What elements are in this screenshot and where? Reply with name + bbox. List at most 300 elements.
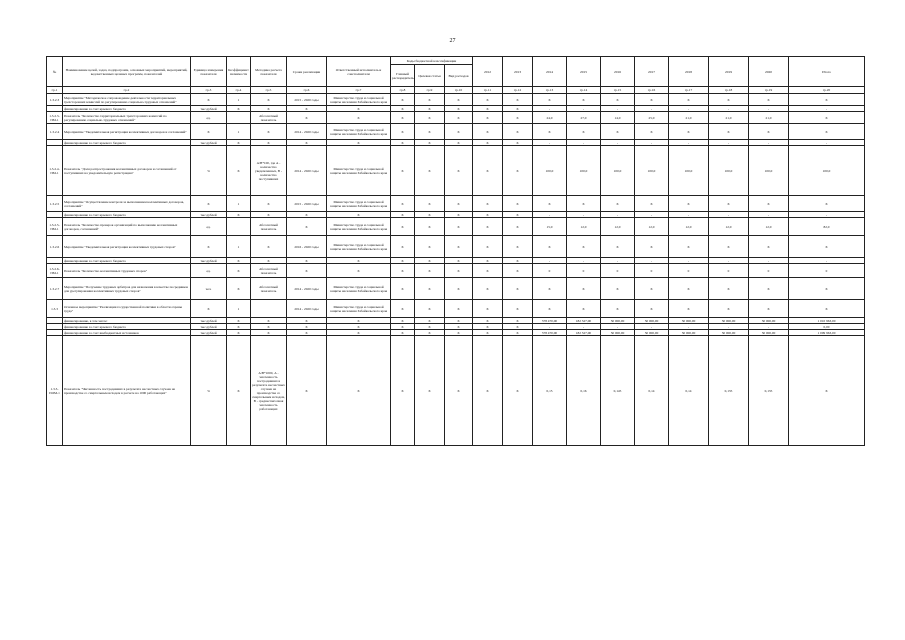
- table-cell: -: [635, 140, 669, 146]
- table-cell: X: [391, 212, 415, 218]
- table-cell: X: [327, 264, 391, 278]
- table-cell: X: [327, 212, 391, 218]
- table-cell: X: [567, 196, 601, 212]
- table-cell: X: [251, 94, 287, 106]
- table-cell: -: [601, 324, 635, 330]
- table-cell: 0,145: [601, 336, 635, 446]
- table-cell: X: [227, 324, 251, 330]
- row-number-cell: 1.3.2.4-ПМ-1: [47, 146, 63, 196]
- table-cell: X: [391, 112, 415, 124]
- table-cell: 1: [227, 196, 251, 212]
- table-cell: X: [473, 236, 503, 258]
- table-cell: ед.: [191, 112, 227, 124]
- table-row: [47, 196, 865, 212]
- table-cell: -: [749, 324, 789, 330]
- table-cell: 2015 - 2020 годы: [287, 196, 327, 212]
- table-cell: X: [227, 212, 251, 218]
- table-cell: X: [391, 264, 415, 278]
- table-cell: X: [251, 318, 287, 324]
- table-cell: X: [473, 330, 503, 336]
- table-cell: X: [415, 140, 445, 146]
- table-cell: тыс.рублей: [191, 318, 227, 324]
- table-cell: X: [445, 324, 473, 330]
- table-cell: -: [601, 140, 635, 146]
- table-cell: чел.: [191, 278, 227, 300]
- table-cell: X: [251, 330, 287, 336]
- table-cell: 2014 - 2020 годы: [287, 278, 327, 300]
- table-cell: X: [251, 236, 287, 258]
- column-number-cell: гр.19: [749, 87, 789, 94]
- table-cell: X: [391, 318, 415, 324]
- row-name-cell: финансирование за счет краевого бюджета: [63, 212, 191, 218]
- table-cell: 0: [567, 264, 601, 278]
- table-cell: X: [601, 196, 635, 212]
- row-name-cell: Показатель "Доля распространения коллективных договоров и соглашений от поступивших на уведомительную регистрацию": [63, 146, 191, 196]
- table-cell: X: [227, 258, 251, 264]
- table-cell: 27,0: [567, 112, 601, 124]
- column-number-cell: гр.6: [287, 87, 327, 94]
- table-cell: X: [473, 318, 503, 324]
- row-name-cell: Мероприятие "Осуществление контроля за выполнением коллективных договоров, соглашений": [63, 196, 191, 212]
- column-number-cell: гр.1: [47, 87, 63, 94]
- table-cell: X: [391, 300, 415, 318]
- table-cell: 0,15: [533, 336, 567, 446]
- row-number-cell: 1.3.2.6-ПМ-1: [47, 264, 63, 278]
- table-cell: 21,0: [709, 112, 749, 124]
- table-cell: 50 000,00: [635, 330, 669, 336]
- table-cell: 182 327,00: [567, 330, 601, 336]
- table-cell: 1: [227, 94, 251, 106]
- table-cell: 100,0: [749, 146, 789, 196]
- table-cell: X: [567, 300, 601, 318]
- table-cell: -: [709, 106, 749, 112]
- table-cell: X: [445, 218, 473, 236]
- table-cell: 0: [635, 264, 669, 278]
- table-cell: X: [191, 236, 227, 258]
- table-cell: X: [749, 236, 789, 258]
- table-cell: X: [391, 258, 415, 264]
- document-table-wrapper: [46, 56, 864, 446]
- table-cell: X: [635, 236, 669, 258]
- row-name-cell: Мероприятие "Методическое сопровождение деятельности территориальных трехсторонних комиссий по регулированию социально-трудовых отношений": [63, 94, 191, 106]
- table-cell: 0: [669, 264, 709, 278]
- table-cell: X: [503, 218, 533, 236]
- column-number-cell: гр.7: [327, 87, 391, 94]
- table-cell: 21,0: [749, 112, 789, 124]
- table-cell: -: [533, 258, 567, 264]
- table-cell: -: [533, 324, 567, 330]
- table-cell: X: [327, 140, 391, 146]
- table-cell: X: [669, 300, 709, 318]
- table-cell: X: [533, 94, 567, 106]
- table-cell: X: [445, 94, 473, 106]
- table-cell: X: [287, 330, 327, 336]
- header-year-2012: 2012: [473, 57, 503, 87]
- table-cell: ед.: [191, 264, 227, 278]
- table-cell: X: [789, 112, 865, 124]
- table-cell: X: [635, 196, 669, 212]
- table-cell: X: [503, 146, 533, 196]
- row-number-cell: 1.3.2.6: [47, 236, 63, 258]
- header-year-2018: 2018: [669, 57, 709, 87]
- table-cell: %: [191, 146, 227, 196]
- row-name-cell: Показатель "Численность пострадавших в результате несчастных случаев на производстве со смертельным исходом в расчете на 1000 работающих": [63, 336, 191, 446]
- table-cell: X: [445, 330, 473, 336]
- table-cell: X: [251, 324, 287, 330]
- table-cell: -: [567, 258, 601, 264]
- table-cell: X: [473, 278, 503, 300]
- table-cell: -: [669, 258, 709, 264]
- column-number-cell: гр.10: [445, 87, 473, 94]
- table-cell: X: [567, 94, 601, 106]
- table-cell: 1 009 963,00: [789, 330, 865, 336]
- table-cell: 100,0: [567, 146, 601, 196]
- table-cell: X: [445, 300, 473, 318]
- row-name-cell: Основное мероприятие "Реализация государственной политики в области охраны труда": [63, 300, 191, 318]
- header-term: Сроки реализации: [287, 57, 327, 87]
- table-cell: X: [415, 318, 445, 324]
- table-cell: X: [473, 336, 503, 446]
- table-cell: X: [391, 218, 415, 236]
- table-cell: 2014 - 2020 годы: [287, 124, 327, 140]
- table-cell: X: [445, 196, 473, 212]
- row-name-cell: Показатель "Количество коллективных трудовых споров": [63, 264, 191, 278]
- table-cell: X: [503, 324, 533, 330]
- table-cell: 50 000,00: [669, 318, 709, 324]
- table-row: [47, 336, 865, 446]
- table-cell: X: [191, 300, 227, 318]
- table-cell: 12,0: [601, 218, 635, 236]
- row-name-cell: Показатель "Количество проверок организаций по выполнению коллективных договоров, соглашений": [63, 218, 191, 236]
- column-number-cell: гр.11: [473, 87, 503, 94]
- table-cell: -: [533, 106, 567, 112]
- row-number-cell: 1.3.2.7: [47, 278, 63, 300]
- column-number-cell: гр.17: [669, 87, 709, 94]
- table-cell: А/В*1000, А - численность пострадавших в результате несчастных случаев на производстве со смертельным исходом, В - среднесписочная численность работающих: [251, 336, 287, 446]
- table-cell: X: [415, 112, 445, 124]
- table-cell: 12,0: [749, 218, 789, 236]
- table-cell: X: [391, 124, 415, 140]
- table-cell: 12,0: [635, 218, 669, 236]
- table-cell: X: [415, 236, 445, 258]
- table-cell: X: [503, 278, 533, 300]
- table-cell: 50 000,00: [669, 330, 709, 336]
- table-cell: -: [709, 140, 749, 146]
- table-cell: X: [287, 336, 327, 446]
- table-cell: X: [503, 212, 533, 218]
- table-cell: X: [503, 336, 533, 446]
- table-cell: тыс.рублей: [191, 330, 227, 336]
- header-unit: Единица измерения показателя: [191, 57, 227, 87]
- table-cell: X: [533, 196, 567, 212]
- table-cell: X: [445, 124, 473, 140]
- table-cell: 82,0: [789, 218, 865, 236]
- table-cell: X: [327, 330, 391, 336]
- table-cell: X: [445, 264, 473, 278]
- table-cell: X: [415, 94, 445, 106]
- table-cell: -: [789, 258, 865, 264]
- table-cell: X: [709, 124, 749, 140]
- header-method: Методика расчета показателя: [251, 57, 287, 87]
- table-cell: X: [635, 300, 669, 318]
- table-cell: X: [445, 146, 473, 196]
- table-cell: А/В*100, где А - количество уведомленных, В - количество поступивших: [251, 146, 287, 196]
- row-name-cell: финансирование за счет краевого бюджета: [63, 258, 191, 264]
- table-cell: X: [503, 196, 533, 212]
- table-cell: X: [391, 106, 415, 112]
- row-number-cell: 1.3.3: [47, 300, 63, 318]
- table-cell: -: [567, 140, 601, 146]
- table-cell: [227, 218, 251, 236]
- table-cell: X: [601, 94, 635, 106]
- table-cell: -: [533, 140, 567, 146]
- table-cell: Абсолютный показатель: [251, 218, 287, 236]
- table-cell: X: [445, 112, 473, 124]
- table-cell: X: [227, 140, 251, 146]
- table-cell: X: [191, 196, 227, 212]
- table-cell: X: [601, 300, 635, 318]
- table-cell: X: [503, 106, 533, 112]
- table-cell: 2014 - 2020 годы: [287, 300, 327, 318]
- table-row: [47, 300, 865, 318]
- table-cell: 0: [749, 264, 789, 278]
- row-number-cell: 1.3.2.3-ПМ-1: [47, 112, 63, 124]
- table-cell: X: [473, 106, 503, 112]
- table-row: [47, 112, 865, 124]
- table-cell: X: [533, 236, 567, 258]
- table-cell: 100,0: [601, 146, 635, 196]
- table-cell: 2015 - 2020 годы: [287, 94, 327, 106]
- table-cell: X: [227, 318, 251, 324]
- table-cell: X: [415, 300, 445, 318]
- table-cell: X: [473, 146, 503, 196]
- table-cell: X: [327, 112, 391, 124]
- header-year-2013: 2013: [503, 57, 533, 87]
- table-cell: X: [445, 318, 473, 324]
- table-cell: X: [533, 278, 567, 300]
- header-year-2016: 2016: [601, 57, 635, 87]
- table-cell: 21,0: [669, 112, 709, 124]
- table-cell: X: [473, 124, 503, 140]
- table-cell: 1: [227, 300, 251, 318]
- table-cell: X: [391, 196, 415, 212]
- row-number-cell: 1.3.2.4: [47, 124, 63, 140]
- column-number-cell: гр.8: [391, 87, 415, 94]
- table-cell: X: [415, 124, 445, 140]
- table-cell: X: [191, 124, 227, 140]
- table-cell: Абсолютный показатель: [251, 112, 287, 124]
- table-cell: X: [567, 236, 601, 258]
- table-cell: X: [473, 94, 503, 106]
- table-cell: -: [533, 212, 567, 218]
- table-cell: -: [567, 212, 601, 218]
- row-number-cell: 1.3.2.5: [47, 196, 63, 212]
- table-cell: 50 000,00: [749, 330, 789, 336]
- table-cell: 100,0: [533, 146, 567, 196]
- table-cell: Министерство труда и социальной защиты населения Забайкальского края: [327, 218, 391, 236]
- table-cell: 15,0: [533, 218, 567, 236]
- column-number-cell: гр.9: [415, 87, 445, 94]
- header-year-2015: 2015: [567, 57, 601, 87]
- table-cell: X: [415, 330, 445, 336]
- table-cell: X: [503, 318, 533, 324]
- column-number-cell: гр.4: [227, 87, 251, 94]
- table-cell: ед.: [191, 218, 227, 236]
- table-cell: X: [709, 278, 749, 300]
- table-cell: X: [391, 324, 415, 330]
- column-number-cell: гр.13: [533, 87, 567, 94]
- table-cell: X: [601, 236, 635, 258]
- table-cell: X: [415, 106, 445, 112]
- table-cell: 50 000,00: [635, 318, 669, 324]
- table-cell: 1: [227, 236, 251, 258]
- table-cell: 50 000,00: [709, 330, 749, 336]
- table-cell: Абсолютный показатель: [251, 264, 287, 278]
- table-cell: X: [287, 258, 327, 264]
- table-cell: 0,135: [709, 336, 749, 446]
- row-name-cell: финансирование за счет краевого бюджета: [63, 140, 191, 146]
- table-cell: 100,0: [789, 146, 865, 196]
- table-cell: X: [601, 278, 635, 300]
- table-cell: X: [251, 140, 287, 146]
- table-row: [47, 94, 865, 106]
- row-name-cell: Мероприятие "Получение трудовых арбитров для назначения в качестве посредников для урегулирования коллективных трудовых споров": [63, 278, 191, 300]
- table-cell: X: [503, 94, 533, 106]
- table-cell: Министерство труда и социальной защиты населения Забайкальского края: [327, 124, 391, 140]
- table-cell: X: [749, 300, 789, 318]
- table-cell: %: [191, 336, 227, 446]
- table-cell: X: [567, 124, 601, 140]
- table-cell: X: [415, 212, 445, 218]
- table-cell: тыс.рублей: [191, 258, 227, 264]
- header-year-2014: 2014: [533, 57, 567, 87]
- table-cell: X: [749, 196, 789, 212]
- table-cell: X: [287, 318, 327, 324]
- row-name-cell: Мероприятие "Уведомительная регистрация коллективных договоров и соглашений": [63, 124, 191, 140]
- table-cell: -: [669, 324, 709, 330]
- column-number-cell: гр.15: [601, 87, 635, 94]
- table-cell: 0,16: [567, 336, 601, 446]
- table-cell: X: [473, 140, 503, 146]
- table-cell: X: [503, 124, 533, 140]
- table-cell: X: [709, 94, 749, 106]
- table-cell: X: [635, 278, 669, 300]
- table-row: [47, 236, 865, 258]
- table-cell: X: [415, 336, 445, 446]
- table-cell: -: [601, 106, 635, 112]
- table-cell: -: [749, 106, 789, 112]
- table-cell: X: [415, 278, 445, 300]
- table-cell: -: [635, 258, 669, 264]
- table-cell: X: [669, 196, 709, 212]
- table-cell: Абсолютный показатель: [251, 278, 287, 300]
- table-cell: X: [287, 140, 327, 146]
- table-cell: X: [749, 94, 789, 106]
- table-cell: 0,00: [789, 324, 865, 330]
- table-cell: X: [415, 146, 445, 196]
- table-cell: X: [533, 124, 567, 140]
- table-cell: Министерство труда и социальной защиты населения Забайкальского края: [327, 196, 391, 212]
- table-cell: X: [327, 258, 391, 264]
- row-name-cell: Мероприятие "Уведомительная регистрация коллективных трудовых споров": [63, 236, 191, 258]
- table-cell: X: [789, 336, 865, 446]
- table-cell: 14,0: [601, 112, 635, 124]
- column-numbers-row: [47, 87, 865, 94]
- row-name-cell: финансирование, в том числе:: [63, 318, 191, 324]
- table-cell: X: [445, 258, 473, 264]
- table-cell: 12,0: [567, 218, 601, 236]
- program-indicators-table: [46, 56, 865, 446]
- table-row: [47, 146, 865, 196]
- table-cell: X: [251, 212, 287, 218]
- table-cell: [251, 300, 287, 318]
- table-cell: 12,0: [709, 218, 749, 236]
- table-cell: 578 470,00: [533, 318, 567, 324]
- table-cell: X: [473, 218, 503, 236]
- table-cell: X: [391, 236, 415, 258]
- header-main-manager: Главный распорядитель: [391, 65, 415, 87]
- table-cell: X: [391, 146, 415, 196]
- table-cell: X: [445, 212, 473, 218]
- table-cell: X: [503, 236, 533, 258]
- table-cell: X: [445, 140, 473, 146]
- column-number-cell: гр.5: [251, 87, 287, 94]
- header-budget-codes: Коды бюджетной классификации: [391, 57, 473, 65]
- table-cell: X: [473, 258, 503, 264]
- table-row: [47, 278, 865, 300]
- table-cell: -: [635, 324, 669, 330]
- table-cell: Министерство труда и социальной защиты населения Забайкальского края: [327, 278, 391, 300]
- table-cell: X: [749, 124, 789, 140]
- table-cell: X: [227, 278, 251, 300]
- table-cell: X: [227, 146, 251, 196]
- table-cell: -: [669, 140, 709, 146]
- column-number-cell: гр.20: [789, 87, 865, 94]
- column-number-cell: гр.18: [709, 87, 749, 94]
- table-cell: X: [789, 94, 865, 106]
- table-cell: 2016 - 2020 годы: [287, 236, 327, 258]
- table-cell: -: [669, 106, 709, 112]
- table-cell: -: [749, 212, 789, 218]
- table-cell: -: [749, 140, 789, 146]
- table-cell: тыс.рублей: [191, 324, 227, 330]
- header-n: №: [47, 57, 63, 87]
- table-cell: 12,0: [669, 218, 709, 236]
- table-cell: X: [709, 196, 749, 212]
- header-target-article: Целевая статья: [415, 65, 445, 87]
- table-cell: X: [789, 124, 865, 140]
- table-cell: X: [251, 196, 287, 212]
- table-cell: X: [503, 264, 533, 278]
- column-number-cell: гр.12: [503, 87, 533, 94]
- table-cell: X: [287, 218, 327, 236]
- table-cell: X: [327, 336, 391, 446]
- table-cell: -: [635, 212, 669, 218]
- table-cell: X: [533, 300, 567, 318]
- table-cell: X: [391, 140, 415, 146]
- header-coef: Коэффициент значимости: [227, 57, 251, 87]
- table-cell: -: [709, 212, 749, 218]
- header-expense-type: Вид расходов: [445, 65, 473, 87]
- table-cell: -: [789, 106, 865, 112]
- table-cell: X: [789, 196, 865, 212]
- table-cell: -: [567, 324, 601, 330]
- table-cell: X: [287, 112, 327, 124]
- table-cell: X: [503, 112, 533, 124]
- table-cell: X: [287, 324, 327, 330]
- table-cell: X: [669, 124, 709, 140]
- table-cell: X: [227, 330, 251, 336]
